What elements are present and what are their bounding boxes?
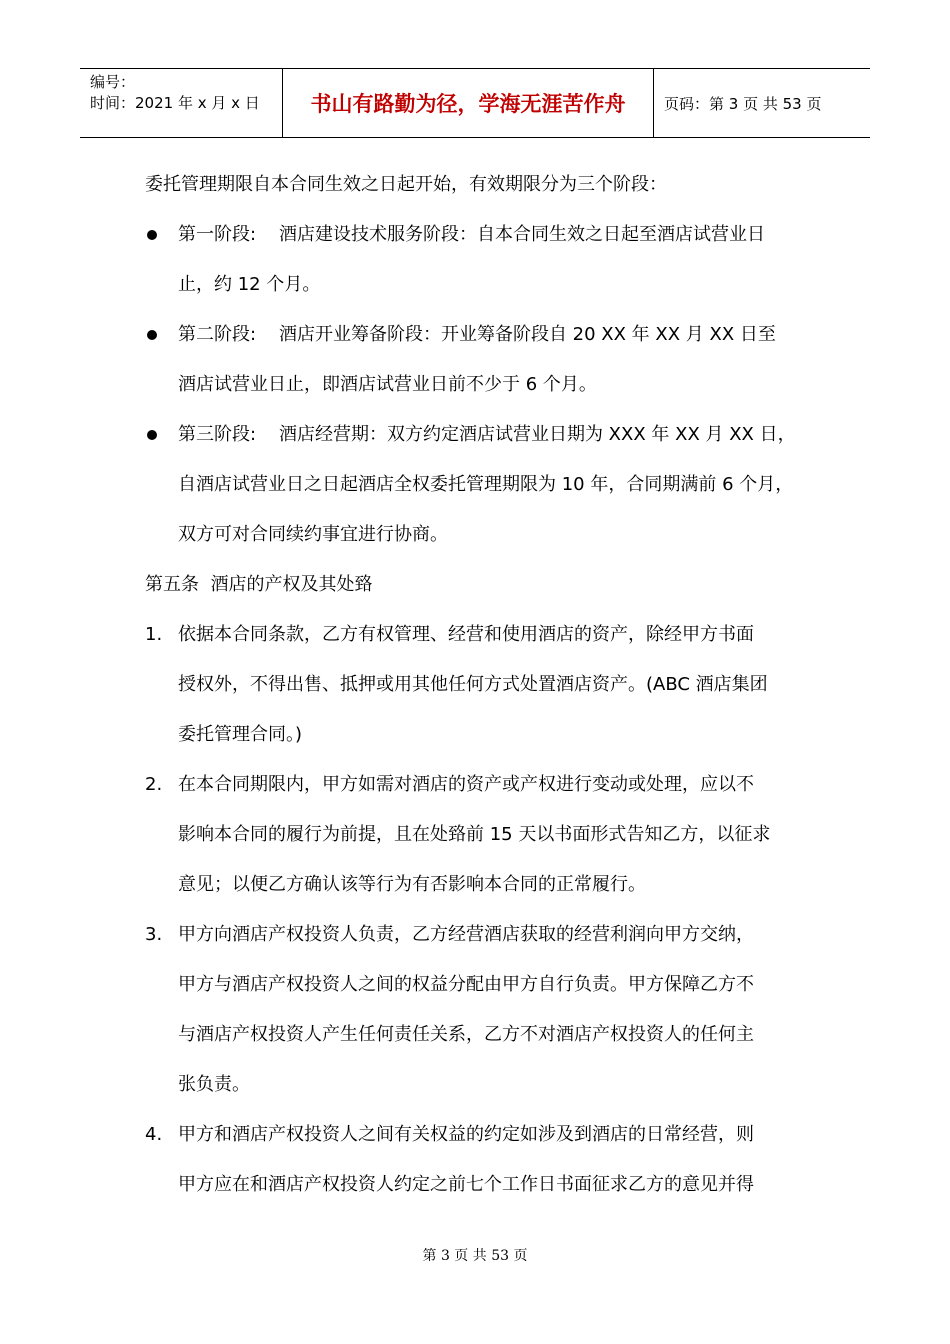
header-meta xyxy=(80,69,282,137)
clause-line: 影响本合同的履行为前提，且在处臵前 15 天以书面形式告知乙方，以征求 xyxy=(178,824,771,845)
stage-line: 第二阶段: 酒店开业筹备阶段：开业筹备阶段自 20 XX 年 XX 月 XX 日至 xyxy=(178,324,776,345)
clause-item-3 xyxy=(145,910,825,1110)
stage-line: 第三阶段: 酒店经营期：双方约定酒店试营业日期为 XXX 年 XX 月 XX 日， xyxy=(178,424,796,445)
stage-line: 双方可对合同续约事宜进行协商。 xyxy=(178,524,448,545)
stage-line: 自酒店试营业日之日起酒店全权委托管理期限为 10 年，合同期满前 6 个月， xyxy=(178,474,794,495)
bullet-icon xyxy=(147,430,157,440)
date-label: 时间：2021 年 x 月 x 日 xyxy=(90,94,260,112)
clause-line: 与酒店产权投资人产生任何责任关系，乙方不对酒店产权投资人的任何主 xyxy=(178,1024,754,1045)
stage-line: 止，约 12 个月。 xyxy=(178,274,321,295)
clause-line: 委托管理合同。) xyxy=(178,724,303,745)
clause-number: 2. xyxy=(145,774,163,795)
bullet-icon xyxy=(147,330,157,340)
stage-line: 第一阶段: 酒店建设技术服务阶段：自本合同生效之日起至酒店试营业日 xyxy=(178,224,765,245)
clause-number: 4. xyxy=(145,1124,163,1145)
page-footer: 第 3 页 共 53 页 xyxy=(422,1248,528,1264)
document-body xyxy=(145,160,825,1210)
clause-line: 甲方与酒店产权投资人之间的权益分配由甲方自行负责。甲方保障乙方不 xyxy=(178,974,754,995)
serial-label: 编号： xyxy=(90,73,136,91)
clause-line: 张负责。 xyxy=(178,1074,250,1095)
clause-line: 甲方向酒店产权投资人负责，乙方经营酒店获取的经营利润向甲方交纳， xyxy=(178,924,754,945)
header-page-label: 页码：第 3 页 共 53 页 xyxy=(664,94,822,113)
bullet-icon xyxy=(147,230,157,240)
clause-item-2 xyxy=(145,760,825,910)
header-motto: 书山有路勤为径，学海无涯苦作舟 xyxy=(282,69,654,137)
clause-item-4 xyxy=(145,1110,825,1210)
clause-line: 意见；以便乙方确认该等行为有否影响本合同的正常履行。 xyxy=(178,874,646,895)
clause-line: 甲方应在和酒店产权投资人约定之前七个工作日书面征求乙方的意见并得 xyxy=(178,1174,754,1195)
clause-line: 依据本合同条款，乙方有权管理、经营和使用酒店的资产，除经甲方书面 xyxy=(178,624,754,645)
stage-item-1 xyxy=(145,210,825,310)
clause-number: 3. xyxy=(145,924,163,945)
clause-line: 在本合同期限内，甲方如需对酒店的资产或产权进行变动或处理，应以不 xyxy=(178,774,754,795)
page-header xyxy=(80,68,870,138)
clause-line: 授权外，不得出售、抵押或用其他任何方式处置酒店资产。(ABC 酒店集团 xyxy=(178,674,768,695)
article-title: 第五条 酒店的产权及其处臵 xyxy=(145,574,373,595)
stage-item-2 xyxy=(145,310,825,410)
stage-item-3 xyxy=(145,410,825,560)
clause-number: 1. xyxy=(145,624,163,645)
clause-line: 甲方和酒店产权投资人之间有关权益的约定如涉及到酒店的日常经营，则 xyxy=(178,1124,754,1145)
clause-item-1 xyxy=(145,610,825,760)
stage-line: 酒店试营业日止，即酒店试营业日前不少于 6 个月。 xyxy=(178,374,597,395)
intro-paragraph: 委托管理期限自本合同生效之日起开始，有效期限分为三个阶段： xyxy=(145,174,667,195)
